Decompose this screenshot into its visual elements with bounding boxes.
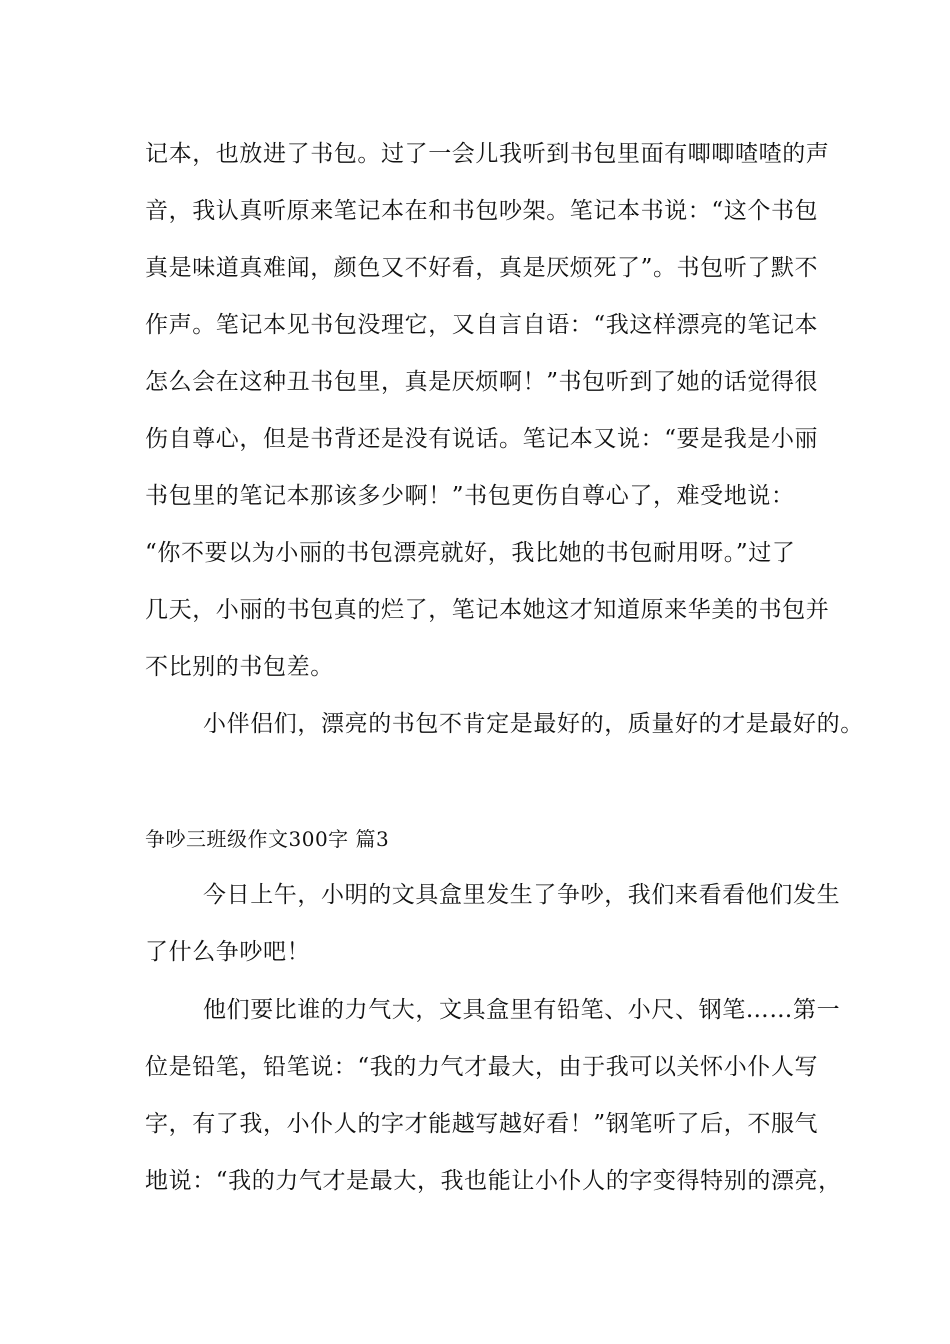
text-line: “你不要以为小丽的书包漂亮就好，我比她的书包耐用呀。”过了 [145,540,796,566]
text-line: 今日上午，小明的文具盒里发生了争吵，我们来看看他们发生 [203,882,841,908]
conclusion-paragraph: 小伴侣们，漂亮的书包不肯定是最好的，质量好的才是最好的。 [203,711,864,737]
text-line: 字，有了我，小仆人的字才能越写越好看！”钢笔听了后，不服气 [145,1111,819,1137]
text-line: 他们要比谁的力气大，文具盒里有铅笔、小尺、钢笔……第一 [203,997,841,1023]
text-line: 书包里的笔记本那该多少啊！”书包更伤自尊心了，难受地说： [145,483,795,509]
text-line: 位是铅笔，铅笔说：“我的力气才最大，由于我可以关怀小仆人写 [145,1054,819,1080]
text-line: 怎么会在这种丑书包里，真是厌烦啊！”书包听到了她的话觉得很 [145,369,819,395]
text-line: 记本，也放进了书包。过了一会儿我听到书包里面有唧唧喳喳的声 [145,141,830,167]
text-line: 伤自尊心，但是书背还是没有说话。笔记本又说：“要是我是小丽 [145,426,819,452]
text-line: 不比别的书包差。 [145,654,334,680]
text-line: 了什么争吵吧！ [145,939,311,965]
text-line: 地说：“我的力气才是最大，我也能让小仆人的字变得特别的漂亮， [145,1168,842,1194]
text-line: 真是味道真难闻，颜色又不好看，真是厌烦死了”。书包听了默不 [145,255,819,281]
text-line: 音，我认真听原来笔记本在和书包吵架。笔记本书说：“这个书包 [145,198,819,224]
text-line: 几天，小丽的书包真的烂了，笔记本她这才知道原来华美的书包并 [145,597,830,623]
section-heading: 争吵三班级作文300字 篇3 [145,827,390,851]
text-line: 作声。笔记本见书包没理它，又自言自语：“我这样漂亮的笔记本 [145,312,819,338]
